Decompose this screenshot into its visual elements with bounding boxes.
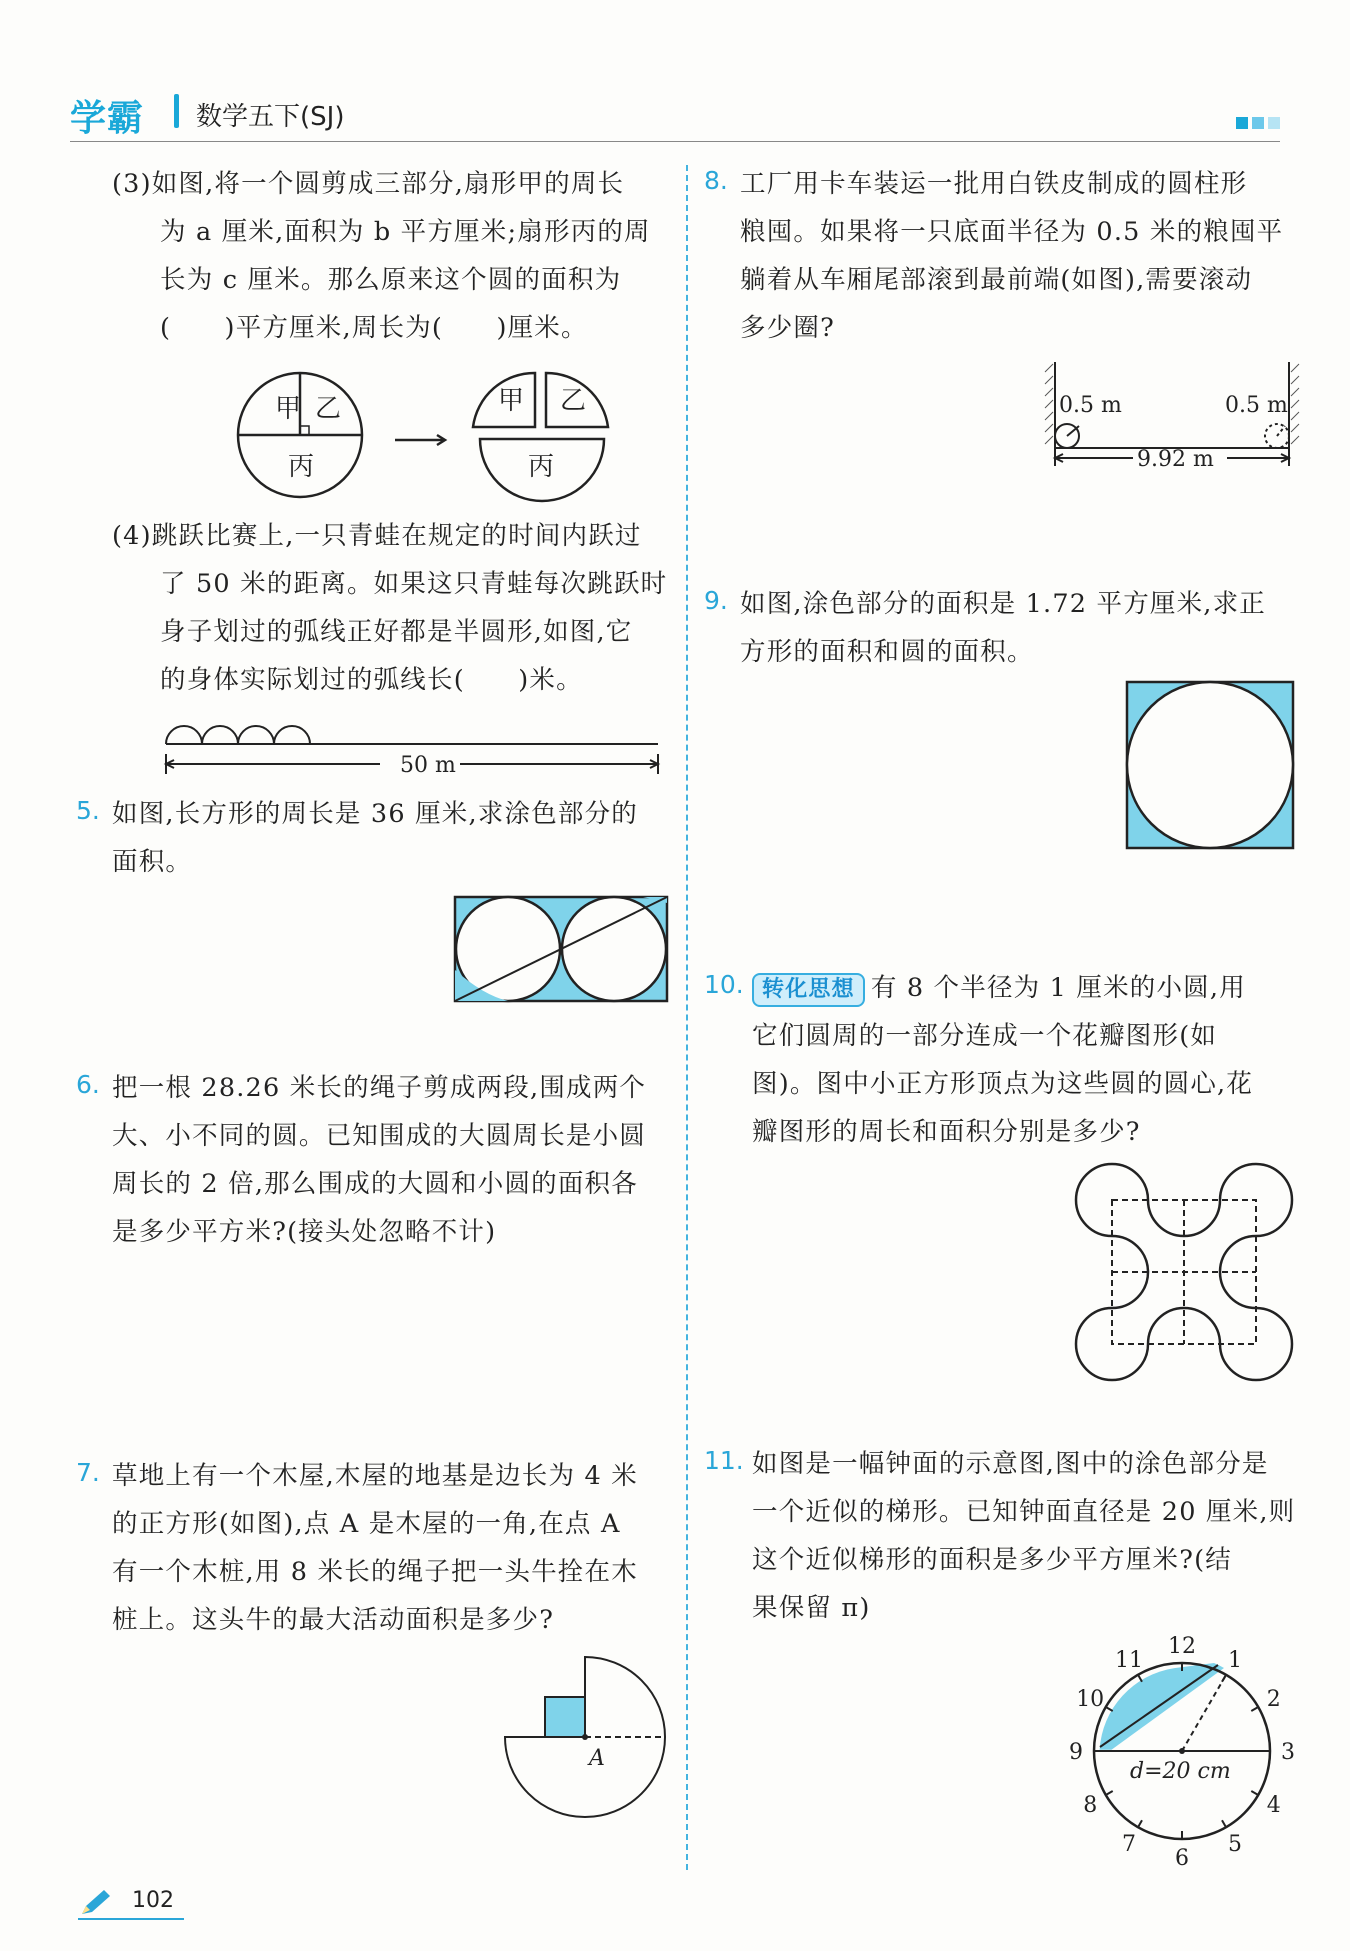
clock-number: 2 [1266, 1687, 1281, 1712]
q3-line-2: 为 a 厘米,面积为 b 平方厘米;扇形丙的周 [160, 217, 651, 247]
q10-line-2: 它们圆周的一部分连成一个花瓣图形(如 [752, 1021, 1218, 1051]
clock-number: 6 [1175, 1846, 1189, 1871]
q3-label-bing-cut: 丙 [528, 452, 555, 482]
q8-line-2: 粮囤。如果将一只底面半径为 0.5 米的粮囤平 [740, 217, 1284, 247]
clock-tick [1222, 1675, 1226, 1682]
clock-number: 3 [1281, 1740, 1295, 1765]
q7-point-a-label: A [589, 1746, 605, 1771]
clock-number: 4 [1266, 1793, 1281, 1818]
q7-cow-figure [505, 1655, 680, 1825]
q9-line-2: 方形的面积和圆的面积。 [740, 637, 1034, 667]
q3-label-yi-cut: 乙 [560, 386, 587, 416]
q6-line-2: 大、小不同的圆。已知围成的大圆周长是小圆 [112, 1121, 647, 1151]
q3-line-3: 长为 c 厘米。那么原来这个圆的面积为 [160, 265, 622, 295]
brand-divider [174, 94, 179, 128]
q3-label-jia-cut: 甲 [498, 386, 525, 416]
q10-line-1 [752, 964, 1246, 1012]
clock-tick [1138, 1820, 1142, 1827]
q8-line-1: 工厂用卡车装运一批用白铁皮制成的圆柱形 [740, 169, 1248, 199]
q4-line-4: 的身体实际划过的弧线长( )米。 [160, 665, 583, 695]
column-divider [686, 165, 688, 1870]
q8-line-3: 躺着从车厢尾部滚到最前端(如图),需要滚动 [740, 265, 1253, 295]
page-header [70, 90, 1280, 140]
clock-tick [1106, 1707, 1113, 1711]
q10-line-1-text: 有 8 个半径为 1 厘米的小圆,用 [870, 973, 1246, 1003]
q4-line-1: (4)跳跃比赛上,一只青蛙在规定的时间内跃过 [112, 521, 642, 551]
q8-number: 8. [704, 166, 728, 195]
clock-tick [1222, 1820, 1226, 1827]
q10-line-4: 瓣图形的周长和面积分别是多少? [752, 1117, 1141, 1147]
clock-number: 12 [1168, 1634, 1196, 1659]
clock-tick [1251, 1791, 1258, 1795]
q8-length-label: 9.92 m [1137, 447, 1214, 472]
q8-radius-left-label: 0.5 m [1059, 393, 1122, 418]
header-decoration [1232, 114, 1280, 133]
q7-number: 7. [76, 1458, 100, 1487]
clock-tick [1138, 1675, 1142, 1682]
q6-line-3: 周长的 2 倍,那么围成的大圆和小圆的面积各 [112, 1169, 638, 1199]
page-number-underline [78, 1918, 184, 1920]
q3-label-bing: 丙 [288, 452, 315, 482]
q6-number: 6. [76, 1070, 100, 1099]
q3-line-1: (3)如图,将一个圆剪成三部分,扇形甲的周长 [112, 169, 625, 199]
q10-line-3: 图)。图中小正方形顶点为这些圆的圆心,花 [752, 1069, 1254, 1099]
header-rule [70, 141, 1280, 142]
q10-badge: 转化思想 [752, 973, 865, 1007]
clock-number: 1 [1228, 1648, 1242, 1674]
q11-clock-figure [1070, 1635, 1300, 1875]
q5-line-1: 如图,长方形的周长是 36 厘米,求涂色部分的 [112, 799, 638, 829]
q6-line-4: 是多少平方米?(接头处忽略不计) [112, 1217, 497, 1247]
q11-number: 11. [704, 1446, 744, 1475]
q8-radius-right-label: 0.5 m [1225, 393, 1288, 418]
q11-line-1: 如图是一幅钟面的示意图,图中的涂色部分是 [752, 1449, 1269, 1479]
clock-number: 11 [1115, 1648, 1143, 1674]
q9-number: 9. [704, 586, 728, 615]
q9-line-1: 如图,涂色部分的面积是 1.72 平方厘米,求正 [740, 589, 1267, 619]
q3-circle-figure [230, 365, 630, 515]
pencil-icon [78, 1888, 118, 1920]
q4-line-3: 身子划过的弧线正好都是半圆形,如图,它 [160, 617, 633, 647]
clock-number: 10 [1076, 1687, 1105, 1712]
clock-number: 5 [1228, 1831, 1242, 1857]
page-number: 102 [132, 1888, 174, 1913]
q5-line-2: 面积。 [112, 847, 193, 877]
q7-line-1: 草地上有一个木屋,木屋的地基是边长为 4 米 [112, 1461, 638, 1491]
q7-line-2: 的正方形(如图),点 A 是木屋的一角,在点 A [112, 1509, 621, 1539]
brand-logo: 学霸 [70, 98, 145, 139]
q11-line-2: 一个近似的梯形。已知钟面直径是 20 厘米,则 [752, 1497, 1296, 1527]
q3-label-yi: 乙 [315, 394, 342, 424]
q6-line-1: 把一根 28.26 米长的绳子剪成两段,围成两个 [112, 1073, 647, 1103]
q11-line-4: 果保留 π) [752, 1593, 871, 1623]
q4-frog-figure [160, 718, 670, 778]
clock-number: 7 [1122, 1831, 1136, 1857]
q4-distance-label: 50 m [400, 753, 456, 778]
q3-label-jia: 甲 [275, 394, 302, 424]
clock-tick [1251, 1707, 1258, 1711]
q5-rectangle-figure [453, 895, 673, 1005]
q3-line-4: ( )平方厘米,周长为( )厘米。 [160, 313, 588, 343]
clock-number: 9 [1069, 1740, 1083, 1765]
subject-title: 数学五下(SJ) [196, 102, 345, 132]
q4-line-2: 了 50 米的距离。如果这只青蛙每次跳跃时 [160, 569, 668, 599]
q7-line-4: 桩上。这头牛的最大活动面积是多少? [112, 1605, 555, 1635]
q7-line-3: 有一个木桩,用 8 米长的绳子把一头牛拴在木 [112, 1557, 638, 1587]
q11-diameter-label: d=20 cm [1130, 1759, 1231, 1784]
q10-flower-figure [1072, 1160, 1296, 1382]
q9-square-figure [1125, 680, 1297, 852]
q8-truck-figure [1045, 362, 1295, 472]
q10-number: 10. [704, 970, 744, 999]
clock-number: 8 [1083, 1793, 1098, 1818]
q5-number: 5. [76, 796, 100, 825]
q11-line-3: 这个近似梯形的面积是多少平方厘米?(结 [752, 1545, 1232, 1575]
clock-tick [1106, 1791, 1113, 1795]
q8-line-4: 多少圈? [740, 313, 835, 343]
